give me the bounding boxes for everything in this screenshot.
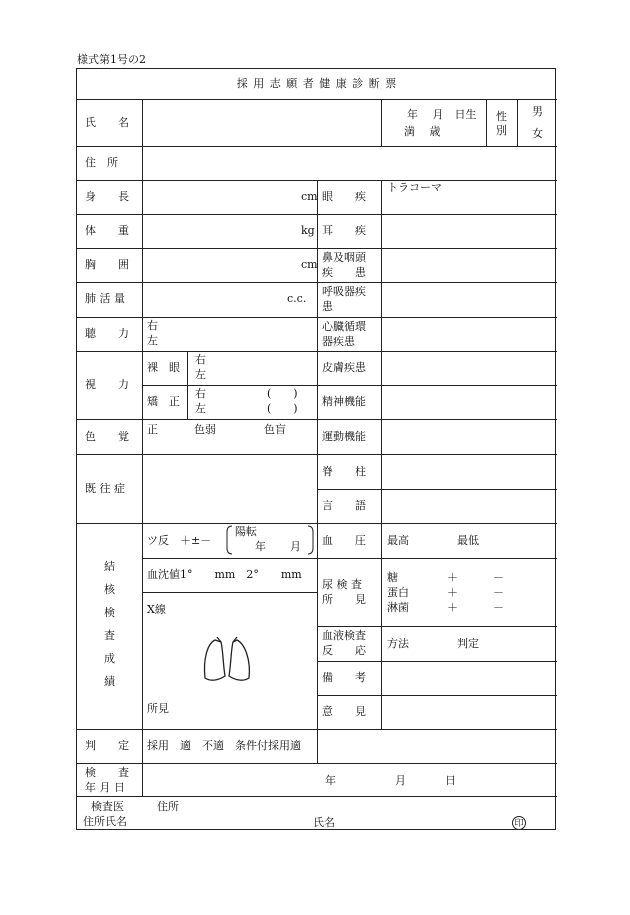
vision-corrected-left-paren: ( ) bbox=[267, 402, 298, 415]
blood-test-label-2: 反 応 bbox=[322, 644, 366, 657]
medical-history-label: 既 往 症 bbox=[85, 482, 125, 495]
blood-test-method: 方法 bbox=[387, 637, 409, 650]
rule bbox=[381, 99, 382, 146]
rule bbox=[317, 695, 557, 696]
remarks-label: 備 考 bbox=[322, 671, 366, 684]
blood-test-judgement: 判定 bbox=[457, 637, 479, 650]
ear-disease-label: 耳 疾 bbox=[322, 224, 366, 237]
blood-test-label-1: 血液検査 bbox=[322, 629, 366, 642]
rule bbox=[77, 146, 557, 147]
xray-findings-label: 所見 bbox=[147, 702, 169, 715]
decision-label: 判 定 bbox=[85, 739, 129, 752]
seal-stamp: 印 bbox=[512, 816, 526, 830]
color-vision-label: 色 覚 bbox=[85, 430, 129, 443]
blood-pressure-label: 血 圧 bbox=[322, 534, 366, 547]
color-vision-blind: 色盲 bbox=[264, 423, 286, 436]
form-id: 様式第1号の2 bbox=[77, 53, 146, 66]
sex-male: 男 bbox=[532, 105, 543, 118]
urine-protein-label: 蛋白 bbox=[387, 586, 409, 599]
vision-corrected-left: 左 bbox=[195, 402, 206, 415]
weight-label: 体 重 bbox=[85, 224, 129, 237]
doctor-label-2: 住所氏名 bbox=[83, 815, 127, 828]
tuberculin-year: 年 bbox=[255, 540, 266, 553]
chest-label: 胸 囲 bbox=[85, 258, 129, 271]
eye-disease-value: トラコーマ bbox=[387, 181, 442, 194]
rule bbox=[142, 592, 317, 593]
vision-naked-label: 裸 眼 bbox=[147, 361, 180, 374]
esr-values: 血沈値1° mm 2° mm bbox=[147, 568, 302, 581]
rule bbox=[77, 99, 557, 100]
urine-sugar-label: 糖 bbox=[387, 571, 398, 584]
exam-date-year: 年 bbox=[325, 774, 336, 787]
urine-gonorrhea-plus: ＋ bbox=[447, 601, 458, 614]
vision-corrected-right: 右 bbox=[195, 387, 206, 400]
nose-throat-label-1: 鼻及咽頭 bbox=[322, 251, 366, 264]
urine-test-label-1: 尿 検 査 bbox=[322, 578, 362, 591]
urine-test-label-2: 所 見 bbox=[322, 593, 366, 606]
skin-disease-label: 皮膚疾患 bbox=[322, 361, 366, 374]
xray-label: X線 bbox=[147, 603, 166, 616]
urine-sugar-plus: ＋ bbox=[447, 571, 458, 584]
address-label: 住 所 bbox=[85, 156, 118, 169]
mental-function-label: 精神機能 bbox=[322, 395, 366, 408]
bp-high-label: 最高 bbox=[387, 534, 409, 547]
chest-unit: cm bbox=[301, 258, 318, 271]
opinion-label: 意 見 bbox=[322, 705, 366, 718]
rule bbox=[77, 763, 557, 764]
motor-function-label: 運動機能 bbox=[322, 430, 366, 443]
vision-naked-left: 左 bbox=[195, 368, 206, 381]
urine-protein-plus: ＋ bbox=[447, 586, 458, 599]
rule bbox=[317, 626, 557, 627]
tb-label-char: 検 bbox=[104, 606, 115, 619]
hearing-left: 左 bbox=[147, 334, 158, 347]
vision-corrected-label: 矯 正 bbox=[147, 395, 180, 408]
tuberculin-month: 月 bbox=[290, 540, 301, 553]
urine-gonorrhea-minus: － bbox=[493, 601, 504, 614]
respiratory-label-1: 呼吸器疾 bbox=[322, 285, 366, 298]
exam-date-label-2: 年 月 日 bbox=[85, 781, 125, 794]
rule bbox=[317, 489, 557, 490]
urine-gonorrhea-label: 淋菌 bbox=[387, 601, 409, 614]
circulatory-label-1: 心臓循環 bbox=[322, 320, 366, 333]
speech-label: 言 語 bbox=[322, 499, 366, 512]
decision-options: 採用 適 不適 条件付採用適 bbox=[147, 739, 301, 752]
name-label: 氏 名 bbox=[85, 116, 129, 129]
color-vision-normal: 正 bbox=[147, 423, 158, 436]
height-unit: cm bbox=[301, 190, 318, 203]
weight-unit: kg bbox=[301, 224, 315, 237]
tb-label-char: 績 bbox=[104, 675, 115, 688]
color-vision-weak: 色弱 bbox=[194, 423, 216, 436]
doctor-name-label: 氏名 bbox=[313, 816, 335, 829]
form-title: 採 用 志 願 者 健 康 診 断 票 bbox=[236, 77, 398, 90]
rule bbox=[77, 796, 557, 797]
lung-capacity-label: 肺 活 量 bbox=[85, 292, 125, 305]
exam-date-month: 月 bbox=[395, 774, 406, 787]
nose-throat-label-2: 疾 患 bbox=[322, 266, 366, 279]
rule bbox=[187, 351, 188, 419]
height-label: 身 長 bbox=[85, 190, 129, 203]
rule bbox=[142, 385, 557, 386]
circulatory-label-2: 器疾患 bbox=[322, 335, 355, 348]
sex-label-2: 別 bbox=[496, 124, 507, 137]
spine-label: 脊 柱 bbox=[322, 465, 366, 478]
tuberculin-conversion: 陽転 bbox=[235, 525, 257, 538]
rule bbox=[142, 558, 557, 559]
lung-capacity-unit: c.c. bbox=[287, 292, 307, 305]
exam-date-day: 日 bbox=[445, 774, 456, 787]
rule bbox=[517, 99, 518, 146]
doctor-label-1: 検査医 bbox=[91, 800, 124, 813]
hearing-label: 聴 力 bbox=[85, 327, 129, 340]
hearing-right: 右 bbox=[147, 319, 158, 332]
bp-low-label: 最低 bbox=[457, 534, 479, 547]
birth-date-label: 年 月 日生 bbox=[407, 108, 477, 121]
doctor-address-label: 住所 bbox=[157, 800, 179, 813]
exam-date-label-1: 検 査 bbox=[85, 766, 129, 779]
vision-corrected-right-paren: ( ) bbox=[267, 387, 298, 400]
rule bbox=[317, 661, 557, 662]
lung-diagram-icon bbox=[197, 634, 259, 686]
urine-sugar-minus: － bbox=[493, 571, 504, 584]
respiratory-label-2: 患 bbox=[322, 300, 333, 313]
health-form-frame bbox=[76, 68, 556, 830]
tb-label-char: 成 bbox=[104, 652, 115, 665]
rule bbox=[381, 180, 382, 729]
rule bbox=[486, 99, 487, 146]
tb-label-char: 核 bbox=[104, 583, 115, 596]
sex-label-1: 性 bbox=[496, 110, 507, 123]
tuberculin-reaction: ツ反 ＋±－ bbox=[147, 534, 212, 547]
rule bbox=[142, 99, 143, 796]
tb-label-char: 査 bbox=[104, 629, 115, 642]
vision-label: 視 力 bbox=[85, 378, 129, 391]
eye-disease-label: 眼 疾 bbox=[322, 190, 366, 203]
tb-label-char: 結 bbox=[104, 560, 115, 573]
sex-female: 女 bbox=[532, 127, 543, 140]
vision-naked-right: 右 bbox=[195, 353, 206, 366]
urine-protein-minus: － bbox=[493, 586, 504, 599]
age-label: 満 歳 bbox=[404, 125, 441, 138]
